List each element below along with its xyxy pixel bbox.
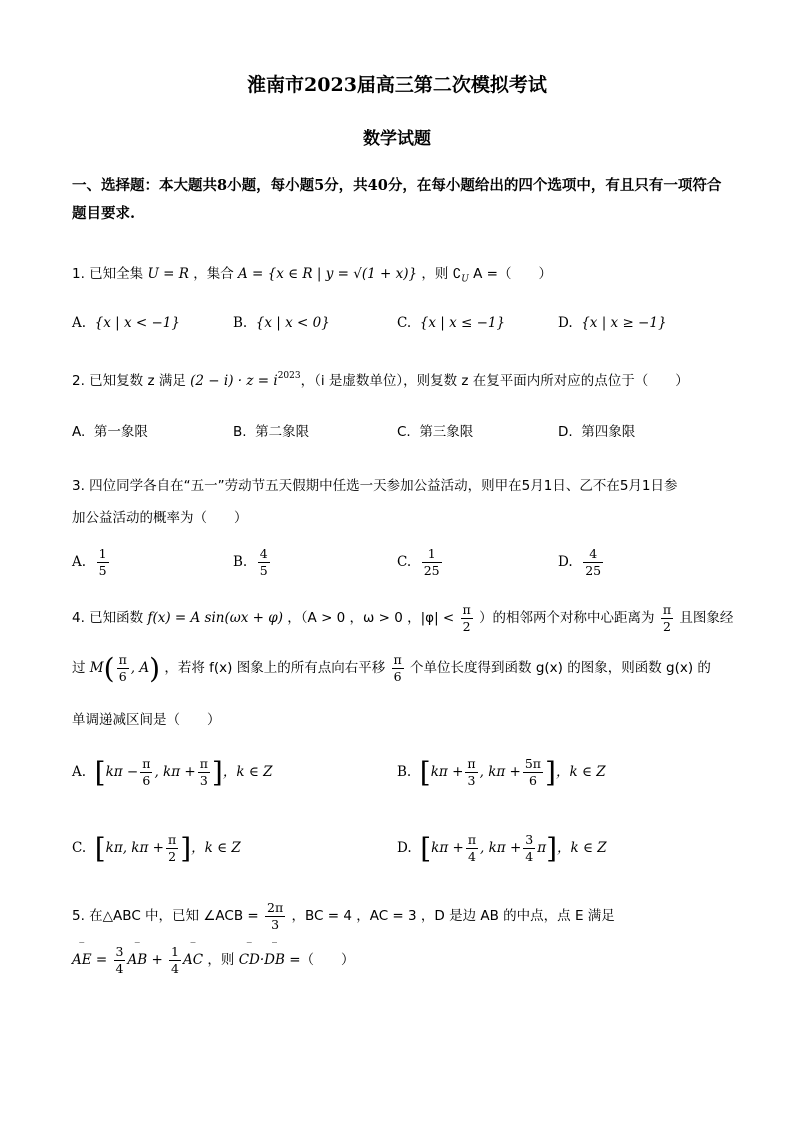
q3-option-c: C. $\frac{1}{25}$ bbox=[397, 546, 440, 578]
question-4-line-1: 4. 已知函数 f(x) = A sin(ωx + φ) ，（A > 0 ，ω > 0 ，|φ| < $\frac{\pi}{2}$ ）的相邻两个对称中心距离为 $\frac{\pi}{2}$ 且图象经 bbox=[72, 602, 734, 634]
subject-title: 数学试题 bbox=[363, 129, 431, 149]
q4-option-b: B. [kπ + $\frac{\pi}{3}$ , kπ + $\frac{5\pi}{6}$ ]，k ∈ Z bbox=[397, 756, 606, 789]
vector-db: ‾ DB bbox=[264, 952, 285, 968]
q1-option-d: D. {x | x ≥ −1} bbox=[558, 315, 667, 331]
q4-option-a: A. [kπ − $\frac{\pi}{6}$ , kπ + $\frac{\pi}{3}$ ]，k ∈ Z bbox=[72, 756, 273, 789]
set-a: A = {x ∈ R | y = √(1 + x)} bbox=[238, 266, 418, 282]
q2-option-d: D. 第四象限 bbox=[558, 424, 636, 440]
q1-option-a: A. {x | x < −1} bbox=[72, 315, 180, 331]
vector-ab: ‾ AB bbox=[127, 952, 147, 968]
q1-option-b: B. {x | x < 0} bbox=[233, 315, 330, 331]
vector-ae: ‾ AE bbox=[72, 952, 92, 968]
q2-option-a: A. 第一象限 bbox=[72, 424, 148, 440]
q3-option-d: D. $\frac{4}{25}$ bbox=[558, 546, 602, 578]
question-3-line-1: 3. 四位同学各自在“五一”劳动节五天假期中任选一天参加公益活动，则甲在5月1日、乙不在5月1日参 bbox=[72, 478, 678, 494]
question-2: 2. 已知复数 z 满足 $(2 - i) \cdot z = i^{2023}$，（i 是虚数单位），则复数 z 在复平面内所对应的点位于（ ） bbox=[72, 371, 689, 389]
question-5-line-1: 5. 在△ABC 中，已知 ∠ACB = $\frac{2\pi}{3}$ ，BC = 4 ，AC = 3 ，D 是边 AB 的中点，点 E 满足 bbox=[72, 900, 615, 932]
question-1: 1. 已知全集 U = R ，集合 A = {x ∈ R | y = √(1 + x)} ，则 $∁_U$ A =（ ） bbox=[72, 266, 552, 285]
section-heading: 一、选择题：本大题共8小题，每小题5分，共40分，在每小题给出的四个选项中，有且只有一项符合题目要求. bbox=[72, 177, 722, 222]
question-3-line-2: 加公益活动的概率为（ ） bbox=[72, 510, 248, 526]
q4-option-d: D. [kπ + $\frac{\pi}{4}$ , kπ + $\frac{3}{4}$ π]，k ∈ Z bbox=[397, 832, 607, 865]
q4-option-c: C. [kπ, kπ + $\frac{\pi}{2}$ ]，k ∈ Z bbox=[72, 832, 241, 865]
q1-option-c: C. {x | x ≤ −1} bbox=[397, 315, 506, 331]
exam-title: 淮南市2023届高三第二次模拟考试 bbox=[247, 74, 547, 96]
q3-option-a: A. $\frac{1}{5}$ bbox=[72, 546, 107, 578]
vector-cd: ‾ CD bbox=[239, 952, 260, 968]
question-4-line-2: 过 M( $\frac{\pi}{6}$ , A) ，若将 f(x) 图象上的所有点向右平移 $\frac{\pi}{6}$ 个单位长度得到函数 g(x) 的图象，则函数 g(x) 的 bbox=[72, 652, 711, 685]
question-5-line-2: ‾ AE = $\frac{3}{4}$ ‾ AB + $\frac{1}{4}$ ‾ AC ，则 ‾ CD·‾ DB =（ ） bbox=[72, 944, 355, 977]
question-4-line-3: 单调递减区间是（ ） bbox=[72, 712, 221, 728]
q3-option-b: B. $\frac{4}{5}$ bbox=[233, 546, 268, 578]
q2-option-c: C. 第三象限 bbox=[397, 424, 474, 440]
vector-ac: ‾ AC bbox=[183, 952, 203, 968]
q2-option-b: B. 第二象限 bbox=[233, 424, 310, 440]
